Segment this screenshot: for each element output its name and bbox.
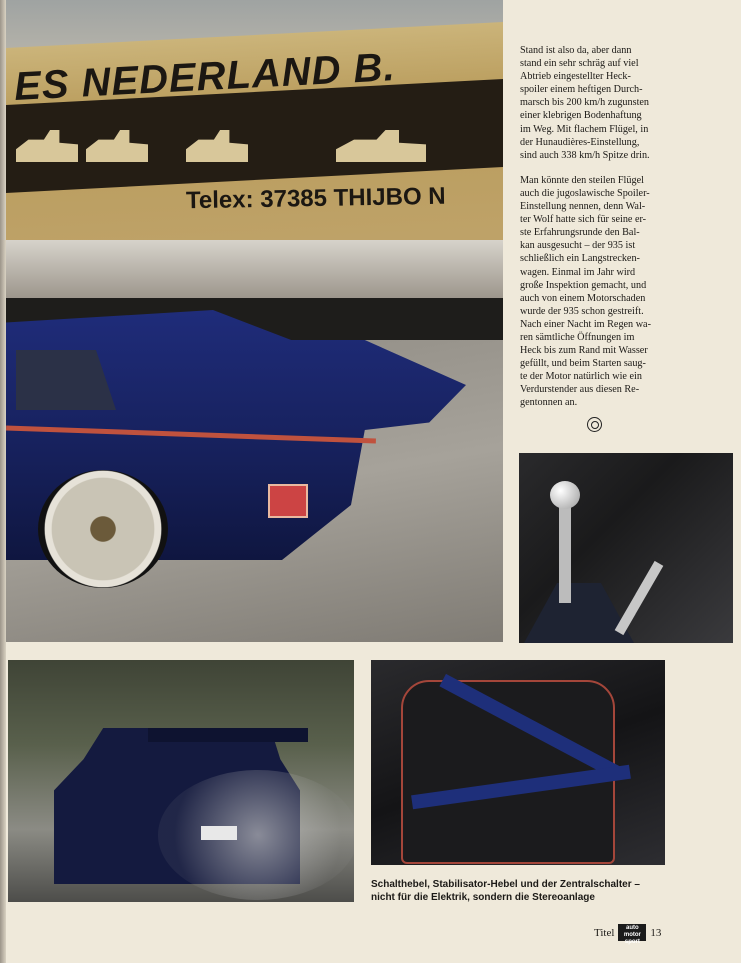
gear-knob bbox=[550, 481, 580, 509]
photo-caption: Schalthebel, Stabilisator-Hebel und der Zentralschalter – nicht für die Elektrik, sondern die Stereoanlage bbox=[371, 879, 640, 903]
gear-stick bbox=[559, 493, 571, 603]
wolf-badge bbox=[268, 484, 308, 518]
photo-racing-seat bbox=[371, 660, 665, 865]
truck-lettering: ES NEDERLAND B. bbox=[13, 45, 397, 109]
photo-car-passing-truck bbox=[6, 0, 503, 642]
license-plate bbox=[201, 826, 237, 840]
paragraph: Stand ist also da, aber dann stand ein sehr schräg auf viel Abtrieb eingestellter Heck- spoiler einem heftigen Durch- marsch bis 200 km/h zugunsten einer klebrigen Bodenhaftung im Weg. Mit flachem Flügel, in der Hunaudières-Einstellung, sind auch 338 km/h Spitze drin. bbox=[520, 45, 650, 161]
photo-car-rear-smoke bbox=[8, 660, 354, 902]
photo-gear-lever bbox=[519, 453, 733, 643]
gear-boot bbox=[524, 583, 634, 643]
page-footer bbox=[594, 924, 662, 945]
stabilizer-lever bbox=[615, 561, 664, 635]
magazine-logo: auto motor sport bbox=[618, 924, 646, 941]
truck-telex: Telex: 37385 THIJBO N bbox=[185, 182, 446, 215]
page-number: 13 bbox=[650, 926, 662, 939]
section-label: Titel bbox=[594, 926, 615, 939]
end-mark-icon bbox=[587, 417, 602, 432]
car-wheel bbox=[38, 470, 168, 588]
article-text bbox=[520, 44, 668, 422]
exhaust-smoke bbox=[158, 770, 354, 900]
paragraph: Man könnte den steilen Flügel auch die jugoslawische Spoiler- Einstellung nennen, denn Wal- ter Wolf hatte sich für seine er- ste Erfahrungsrunde den Bal- kan ausgesucht – der 935 ist schließlich ein Langstrecken- wagen. Einmal im Jahr wird große Inspektion gemacht, und auch von einem Motorschaden wurde der 935 schon gestreift. Nach einer Nacht im Regen wa- ren sämtliche Öffnungen im Heck bis zum Rand mit Wasser gefüllt, und beim Starten saug- te der Motor natürlich wie ein Verdurstender aus diesen Re- gentonnen an. bbox=[520, 174, 651, 409]
rear-wing bbox=[148, 728, 308, 742]
trailer-side bbox=[6, 240, 503, 300]
